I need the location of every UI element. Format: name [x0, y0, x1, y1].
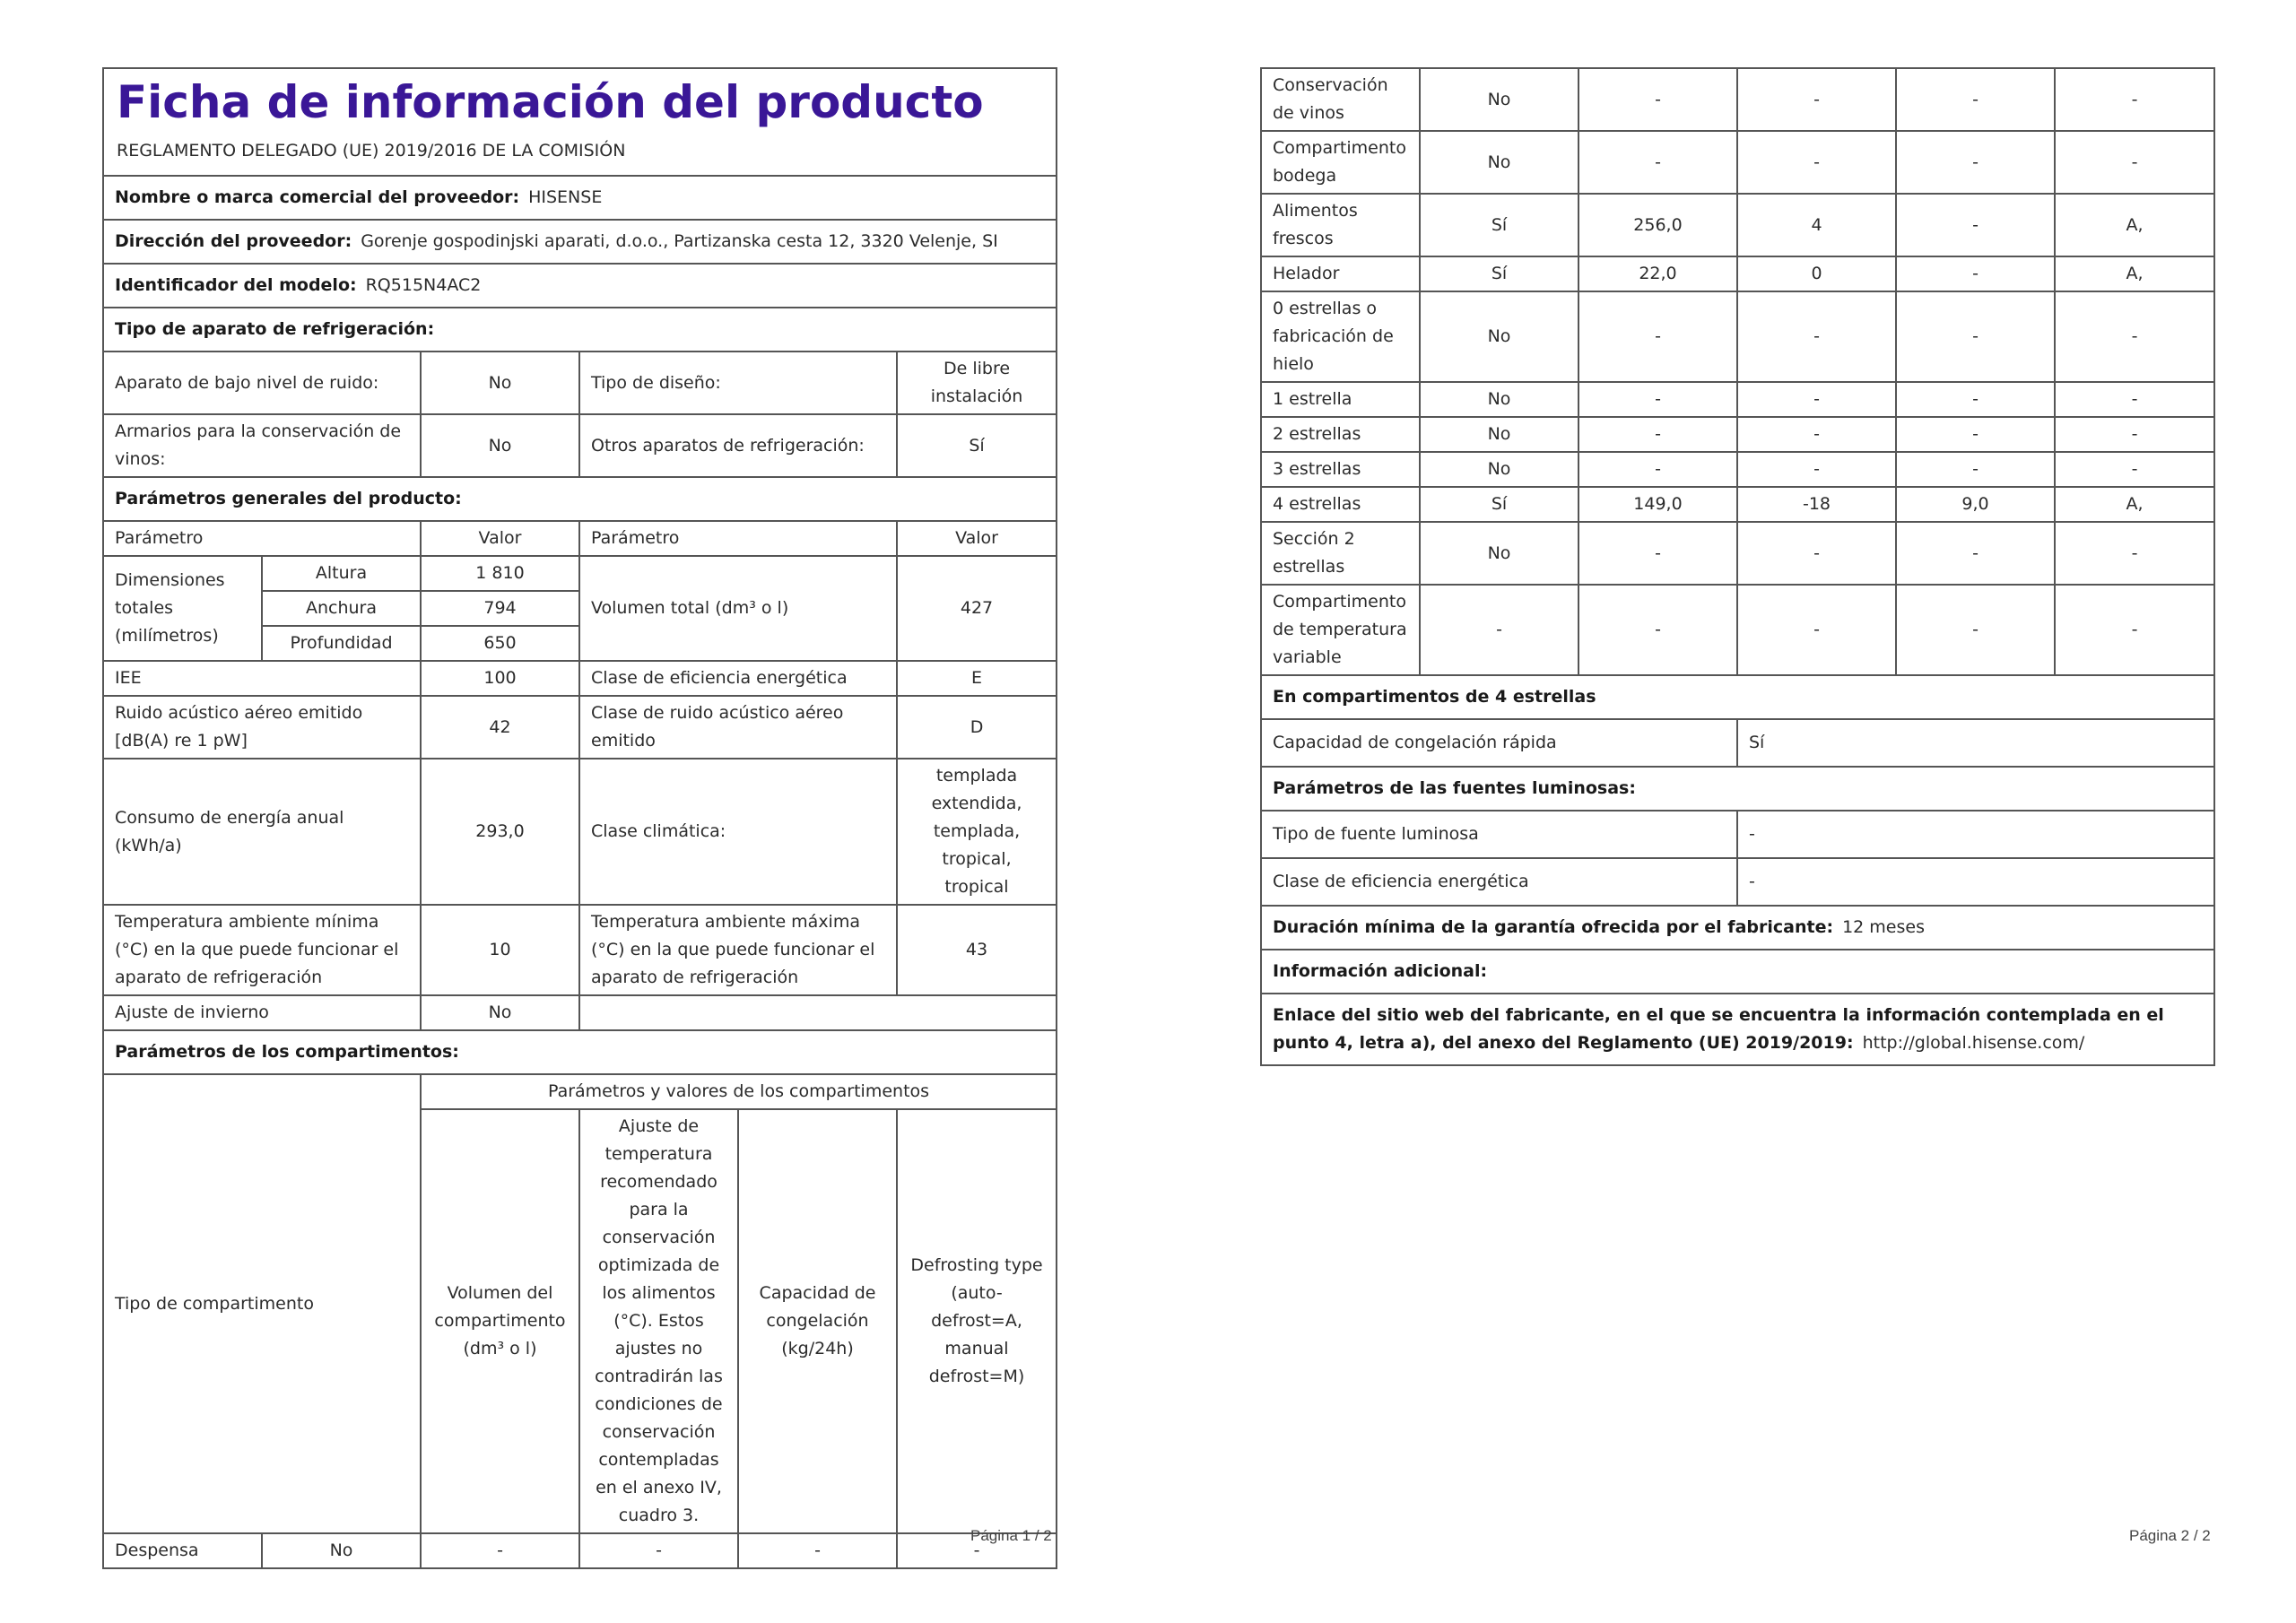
compartment-volume-cell: 149,0 [1578, 487, 1737, 522]
supplier-value: HISENSE [528, 187, 603, 207]
compartment-freezing-cell: - [1896, 522, 2055, 585]
height-label: Altura [262, 556, 421, 591]
col-temp-header: Ajuste de temperatura recomendado para la conservación optimizada de los alimentos (°C). Estos ajustes no contradirán las condiciones de conservación contempladas en el anexo IV, cuadro 3. [579, 1109, 738, 1533]
compartment-volume-cell: - [1578, 131, 1737, 194]
compartment-volume-cell: - [1578, 68, 1737, 131]
compartment-defrost-cell: - [2055, 68, 2214, 131]
winter-label: Ajuste de invierno [103, 995, 421, 1030]
other-label: Otros aparatos de refrigeración: [579, 414, 897, 477]
climate-class-value: templada extendida, templada, tropical, tropical [897, 759, 1057, 905]
compartment-row [1261, 291, 2214, 382]
page-2 [1260, 67, 2213, 1066]
compartment-params-header: Parámetros y valores de los compartimentos [421, 1074, 1057, 1109]
compartment-row [1261, 522, 2214, 585]
warranty-row [1261, 906, 2214, 950]
total-volume-value: 427 [897, 556, 1057, 661]
address-value: Gorenje gospodinjski aparati, d.o.o., Partizanska cesta 12, 3320 Velenje, SI [361, 231, 998, 251]
compartment-row [1261, 382, 2214, 417]
value-col-header: Valor [421, 521, 579, 556]
compartment-row [1261, 68, 2214, 131]
max-temp-label: Temperatura ambiente máxima (°C) en la que puede funcionar el aparato de refrigeración [579, 905, 897, 995]
compartment-volume-cell: 256,0 [1578, 194, 1737, 256]
noise-label: Ruido acústico aéreo emitido [dB(A) re 1 pW] [103, 696, 421, 759]
compartment-defrost-cell: - [2055, 585, 2214, 675]
pantry-name: Despensa [103, 1533, 262, 1568]
page-1 [102, 67, 1056, 1569]
total-volume-label: Volumen total (dm³ o l) [579, 556, 897, 661]
wine-value: No [421, 414, 579, 477]
compartment-present-cell: No [1420, 417, 1578, 452]
product-info-table-page-2 [1260, 67, 2215, 1066]
value-col-header-2: Valor [897, 521, 1057, 556]
height-value: 1 810 [421, 556, 579, 591]
compartment-rows [1261, 68, 2214, 675]
width-value: 794 [421, 591, 579, 626]
param-col-header-2: Parámetro [579, 521, 897, 556]
pantry-row [103, 1533, 1057, 1568]
depth-value: 650 [421, 626, 579, 661]
compartment-name-cell: 2 estrellas [1261, 417, 1420, 452]
compartment-volume-cell: - [1578, 382, 1737, 417]
compartment-freezing-cell: - [1896, 585, 2055, 675]
compartment-name-cell: 1 estrella [1261, 382, 1420, 417]
light-class-value: - [1737, 858, 2214, 906]
compartment-temp-cell: - [1737, 291, 1896, 382]
address-label: Dirección del proveedor: [115, 231, 352, 251]
compartment-row [1261, 194, 2214, 256]
compartment-volume-cell: 22,0 [1578, 256, 1737, 291]
address-row [103, 220, 1057, 264]
design-type-value: De libre instalación [897, 352, 1057, 414]
compartment-freezing-cell: - [1896, 194, 2055, 256]
compartments-header: Parámetros de los compartimentos: [103, 1030, 1057, 1074]
compartment-temp-cell: - [1737, 417, 1896, 452]
low-noise-value: No [421, 352, 579, 414]
supplier-label: Nombre o marca comercial del proveedor: [115, 187, 520, 207]
pantry-present: No [262, 1533, 421, 1568]
additional-info-header: Información adicional: [1261, 950, 2214, 994]
compartment-temp-cell: - [1737, 382, 1896, 417]
compartment-row [1261, 131, 2214, 194]
compartment-freezing-cell: - [1896, 291, 2055, 382]
compartment-present-cell: No [1420, 131, 1578, 194]
compartment-temp-cell: - [1737, 131, 1896, 194]
annual-energy-label: Consumo de energía anual (kWh/a) [103, 759, 421, 905]
max-temp-value: 43 [897, 905, 1057, 995]
compartment-present-cell: Sí [1420, 194, 1578, 256]
climate-class-label: Clase climática: [579, 759, 897, 905]
compartment-temp-cell: 0 [1737, 256, 1896, 291]
fast-freeze-value: Sí [1737, 719, 2214, 767]
regulation-text: REGLAMENTO DELEGADO (UE) 2019/2016 DE LA COMISIÓN [117, 141, 626, 161]
compartment-name-cell: Sección 2 estrellas [1261, 522, 1420, 585]
model-value: RQ515N4AC2 [365, 275, 482, 295]
compartment-row [1261, 256, 2214, 291]
compartment-volume-cell: - [1578, 417, 1737, 452]
compartment-freezing-cell: - [1896, 68, 2055, 131]
compartment-row [1261, 452, 2214, 487]
compartment-temp-cell: 4 [1737, 194, 1896, 256]
compartment-volume-cell: - [1578, 585, 1737, 675]
compartment-name-cell: Compartimento de temperatura variable [1261, 585, 1420, 675]
compartment-name-cell: 3 estrellas [1261, 452, 1420, 487]
manufacturer-website-link[interactable]: http://global.hisense.com/ [1862, 1033, 2085, 1053]
light-type-value: - [1737, 811, 2214, 858]
compartment-name-cell: 4 estrellas [1261, 487, 1420, 522]
depth-label: Profundidad [262, 626, 421, 661]
general-params-header: Parámetros generales del producto: [103, 477, 1057, 521]
title-cell [103, 68, 1057, 176]
website-row [1261, 994, 2214, 1065]
appliance-type-header: Tipo de aparato de refrigeración: [103, 308, 1057, 352]
winter-value: No [421, 995, 579, 1030]
compartment-temp-cell: - [1737, 68, 1896, 131]
compartment-freezing-cell: - [1896, 256, 2055, 291]
compartment-row [1261, 585, 2214, 675]
compartment-defrost-cell: - [2055, 291, 2214, 382]
light-type-label: Tipo de fuente luminosa [1261, 811, 1737, 858]
compartment-freezing-cell: - [1896, 382, 2055, 417]
compartment-freezing-cell: - [1896, 452, 2055, 487]
compartment-row [1261, 417, 2214, 452]
compartment-name-cell: Conservación de vinos [1261, 68, 1420, 131]
wine-label: Armarios para la conservación de vinos: [103, 414, 421, 477]
compartment-name-cell: Alimentos frescos [1261, 194, 1420, 256]
compartment-defrost-cell: - [2055, 131, 2214, 194]
model-row [103, 264, 1057, 308]
pantry-volume: - [421, 1533, 579, 1568]
compartment-temp-cell: - [1737, 452, 1896, 487]
page-number-1: Página 1 / 2 [970, 1527, 1052, 1544]
compartment-freezing-cell: - [1896, 417, 2055, 452]
compartment-defrost-cell: - [2055, 382, 2214, 417]
param-col-header: Parámetro [103, 521, 421, 556]
noise-value: 42 [421, 696, 579, 759]
dimensions-label: Dimensiones totales (milímetros) [103, 556, 262, 661]
model-label: Identificador del modelo: [115, 275, 357, 295]
eei-label: IEE [103, 661, 421, 696]
compartment-temp-cell: - [1737, 522, 1896, 585]
compartment-defrost-cell: A, [2055, 487, 2214, 522]
compartment-defrost-cell: A, [2055, 194, 2214, 256]
four-star-header: En compartimentos de 4 estrellas [1261, 675, 2214, 719]
compartment-freezing-cell: 9,0 [1896, 487, 2055, 522]
pantry-defrost: - [897, 1533, 1057, 1568]
compartment-name-cell: 0 estrellas o fabricación de hielo [1261, 291, 1420, 382]
compartment-defrost-cell: A, [2055, 256, 2214, 291]
min-temp-label: Temperatura ambiente mínima (°C) en la que puede funcionar el aparato de refrigeración [103, 905, 421, 995]
light-class-label: Clase de eficiencia energética [1261, 858, 1737, 906]
compartment-defrost-cell: - [2055, 452, 2214, 487]
col-freezing-header: Capacidad de congelación (kg/24h) [738, 1109, 897, 1533]
compartment-present-cell: No [1420, 452, 1578, 487]
eei-value: 100 [421, 661, 579, 696]
fast-freeze-label: Capacidad de congelación rápida [1261, 719, 1737, 767]
compartment-present-cell: Sí [1420, 487, 1578, 522]
compartment-name-cell: Helador [1261, 256, 1420, 291]
light-header: Parámetros de las fuentes luminosas: [1261, 767, 2214, 811]
width-label: Anchura [262, 591, 421, 626]
compartment-volume-cell: - [1578, 522, 1737, 585]
pantry-freezing: - [738, 1533, 897, 1568]
product-info-table-page-1 [102, 67, 1057, 1569]
page-title: Ficha de información del producto [117, 76, 984, 128]
compartment-present-cell: No [1420, 522, 1578, 585]
noise-class-value: D [897, 696, 1057, 759]
compartment-name-cell: Compartimento bodega [1261, 131, 1420, 194]
pantry-temp: - [579, 1533, 738, 1568]
min-temp-value: 10 [421, 905, 579, 995]
energy-class-value: E [897, 661, 1057, 696]
low-noise-label: Aparato de bajo nivel de ruido: [103, 352, 421, 414]
col-volume-header: Volumen del compartimento (dm³ o l) [421, 1109, 579, 1533]
compartment-volume-cell: - [1578, 291, 1737, 382]
compartment-temp-cell: - [1737, 585, 1896, 675]
noise-class-label: Clase de ruido acústico aéreo emitido [579, 696, 897, 759]
winter-empty-cell [579, 995, 1057, 1030]
compartment-present-cell: - [1420, 585, 1578, 675]
compartment-defrost-cell: - [2055, 417, 2214, 452]
compartment-temp-cell: -18 [1737, 487, 1896, 522]
design-type-label: Tipo de diseño: [579, 352, 897, 414]
warranty-label: Duración mínima de la garantía ofrecida por el fabricante: [1273, 917, 1834, 937]
compartment-present-cell: Sí [1420, 256, 1578, 291]
other-value: Sí [897, 414, 1057, 477]
compartment-present-cell: No [1420, 291, 1578, 382]
energy-class-label: Clase de eficiencia energética [579, 661, 897, 696]
compartment-present-cell: No [1420, 68, 1578, 131]
compartment-defrost-cell: - [2055, 522, 2214, 585]
compartment-present-cell: No [1420, 382, 1578, 417]
supplier-row [103, 176, 1057, 220]
website-label: Enlace del sitio web del fabricante, en el que se encuentra la información contemplada en el punto 4, letra a), del anexo del Reglamento (UE) 2019/2019: [1273, 1005, 2164, 1053]
warranty-value: 12 meses [1842, 917, 1925, 937]
compartment-row [1261, 487, 2214, 522]
annual-energy-value: 293,0 [421, 759, 579, 905]
compartment-volume-cell: - [1578, 452, 1737, 487]
compartment-type-label: Tipo de compartimento [103, 1074, 421, 1533]
col-defrost-header: Defrosting type (auto-defrost=A, manual defrost=M) [897, 1109, 1057, 1533]
compartment-freezing-cell: - [1896, 131, 2055, 194]
page-number-2: Página 2 / 2 [2129, 1527, 2211, 1544]
